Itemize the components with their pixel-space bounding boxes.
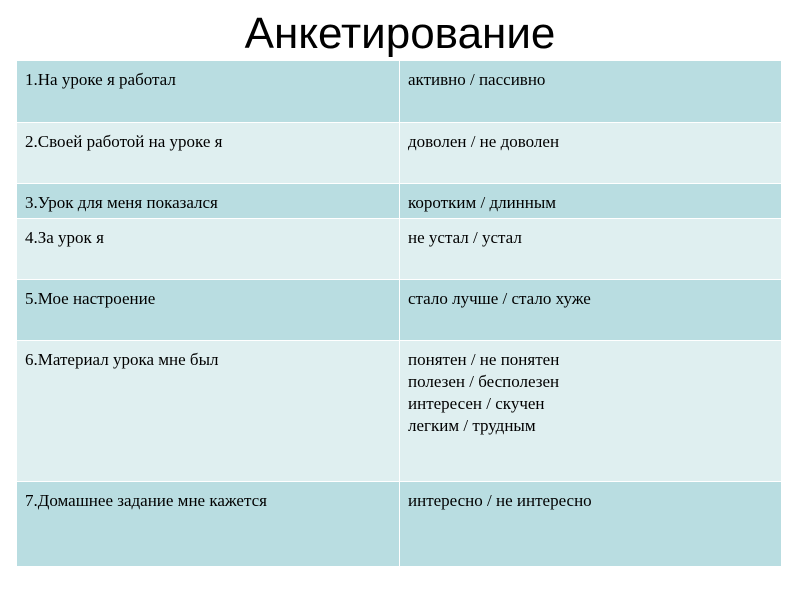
table-row bbox=[17, 184, 782, 219]
answer-option: интересно / не интересно bbox=[408, 491, 592, 510]
question-cell: 1.На уроке я работал bbox=[17, 61, 400, 123]
question-cell: 3.Урок для меня показался bbox=[17, 184, 400, 219]
table-row bbox=[17, 482, 782, 567]
table-row bbox=[17, 280, 782, 341]
answer-option: стало лучше / стало хуже bbox=[408, 289, 591, 308]
question-cell: 2.Своей работой на уроке я bbox=[17, 123, 400, 184]
table-row bbox=[17, 61, 782, 123]
answer-cell bbox=[400, 184, 782, 219]
question-cell: 7.Домашнее задание мне кажется bbox=[17, 482, 400, 567]
answer-cell bbox=[400, 61, 782, 123]
answer-cell bbox=[400, 123, 782, 184]
table-row bbox=[17, 123, 782, 184]
answer-option: понятен / не понятен bbox=[408, 350, 560, 369]
answer-cell bbox=[400, 219, 782, 280]
answer-option: полезен / бесполезен bbox=[408, 372, 560, 391]
answer-cell bbox=[400, 341, 782, 482]
question-cell: 5.Мое настроение bbox=[17, 280, 400, 341]
answer-option: коротким / длинным bbox=[408, 193, 557, 212]
table-row bbox=[17, 341, 782, 482]
answer-option: активно / пассивно bbox=[408, 70, 546, 89]
answer-option: легким / трудным bbox=[408, 416, 536, 435]
question-cell: 6.Материал урока мне был bbox=[17, 341, 400, 482]
answer-option: не устал / устал bbox=[408, 228, 522, 247]
page-title: Анкетирование bbox=[244, 9, 556, 58]
answer-option: доволен / не доволен bbox=[408, 132, 560, 151]
table-row bbox=[17, 219, 782, 280]
question-cell: 4.За урок я bbox=[17, 219, 400, 280]
survey-table bbox=[16, 60, 782, 567]
answer-option: интересен / скучен bbox=[408, 394, 545, 413]
answer-cell bbox=[400, 482, 782, 567]
answer-cell bbox=[400, 280, 782, 341]
